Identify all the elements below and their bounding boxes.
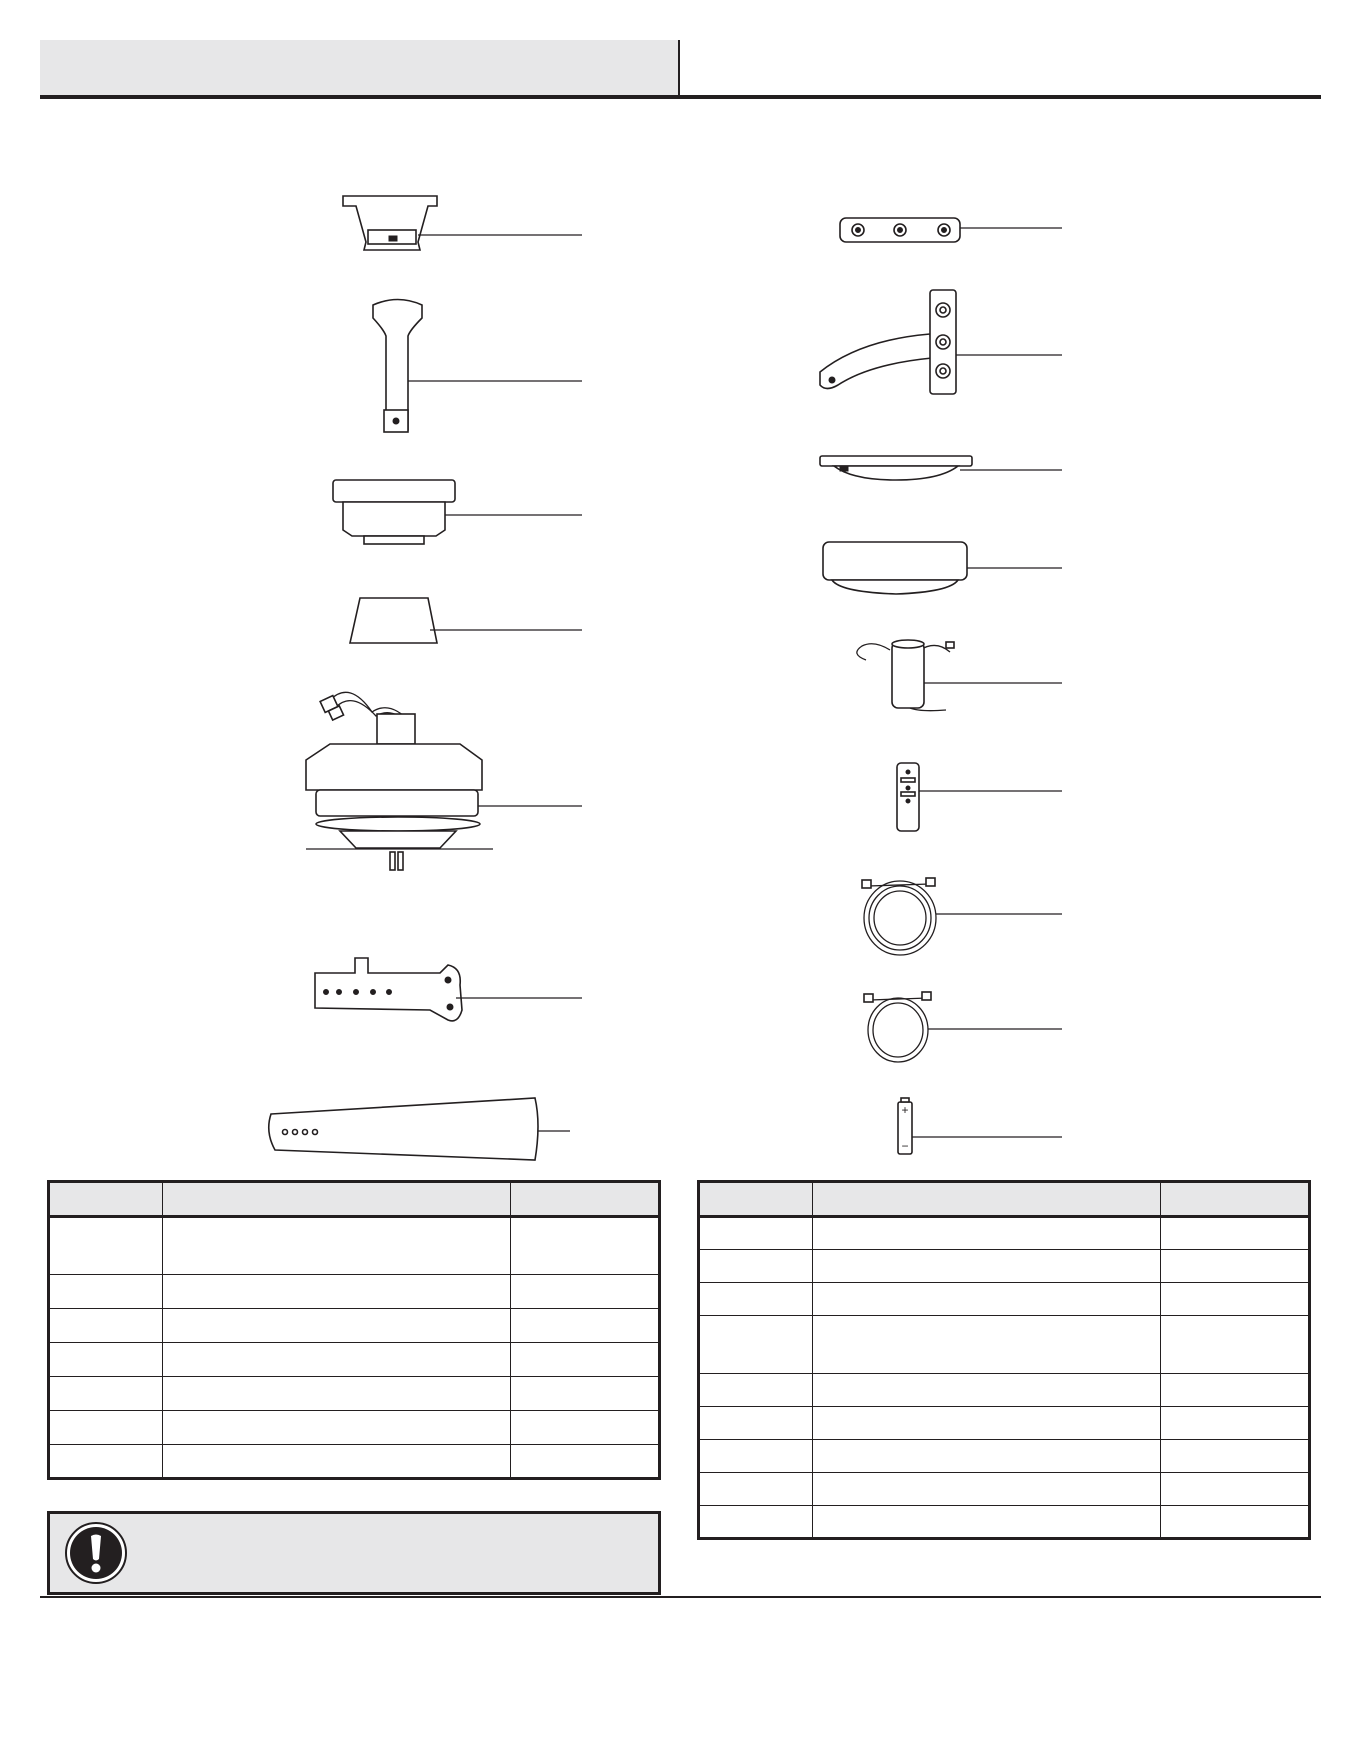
table-cell: [163, 1411, 510, 1445]
table-cell: [49, 1343, 163, 1377]
table-header-row: [49, 1182, 660, 1217]
hanger-bracket-illustration: [840, 218, 1062, 242]
table-cell: [510, 1343, 659, 1377]
table-cell: [813, 1473, 1160, 1506]
switch-housing-plate-illustration: [820, 456, 1062, 480]
right-parts-table: [697, 1180, 1311, 1540]
table-cell: [163, 1275, 510, 1309]
table-cell: [510, 1275, 659, 1309]
table-cell: [1160, 1440, 1309, 1473]
table-cell: [1160, 1250, 1309, 1283]
table-cell: [813, 1440, 1160, 1473]
table-row: [699, 1440, 1310, 1473]
table-cell: [699, 1407, 813, 1440]
table-cell: [699, 1283, 813, 1316]
table-cell: [813, 1217, 1160, 1250]
table-cell: [1160, 1506, 1309, 1539]
table-cell: [49, 1275, 163, 1309]
table-cell: [163, 1309, 510, 1343]
table-row: [699, 1506, 1310, 1539]
table-header-row: [699, 1182, 1310, 1217]
table-cell: [699, 1440, 813, 1473]
battery-plus-label: +: [901, 1103, 909, 1117]
table-row: [49, 1309, 660, 1343]
table-cell: [1160, 1473, 1309, 1506]
table-row: [699, 1473, 1310, 1506]
table-cell: [813, 1316, 1160, 1374]
table-row: [699, 1283, 1310, 1316]
table-cell: [163, 1217, 510, 1275]
table-row: [49, 1411, 660, 1445]
coupling-cover-illustration: [350, 598, 582, 643]
table-cell: [49, 1309, 163, 1343]
table-cell: [49, 1217, 163, 1275]
note-box: [47, 1511, 661, 1595]
downrod-illustration: [373, 300, 582, 433]
table-row: [699, 1217, 1310, 1250]
table-header-cell: [699, 1182, 813, 1217]
light-kit-cover-illustration: [823, 542, 1062, 594]
table-cell: [1160, 1316, 1309, 1374]
table-row: [49, 1445, 660, 1479]
table-cell: [699, 1506, 813, 1539]
table-cell: [510, 1445, 659, 1479]
receiver-illustration: [857, 640, 1062, 711]
table-cell: [1160, 1217, 1309, 1250]
battery-illustration: [898, 1098, 1062, 1154]
mounting-bracket-illustration: [343, 196, 582, 250]
motor-assembly-illustration: [306, 692, 582, 870]
table-cell: [813, 1250, 1160, 1283]
table-cell: [699, 1250, 813, 1283]
table-cell: [699, 1374, 813, 1407]
table-row: [49, 1377, 660, 1411]
table-cell: [699, 1217, 813, 1250]
wire-harness-short-illustration: [864, 992, 1062, 1062]
canopy-illustration: [333, 480, 582, 544]
table-row: [49, 1275, 660, 1309]
blade-arm-illustration: [315, 958, 582, 1021]
table-cell: [510, 1217, 659, 1275]
table-cell: [813, 1506, 1160, 1539]
table-header-cell: [813, 1182, 1160, 1217]
table-cell: [699, 1316, 813, 1374]
table-cell: [1160, 1374, 1309, 1407]
table-row: [699, 1316, 1310, 1374]
table-row: [699, 1407, 1310, 1440]
table-cell: [699, 1473, 813, 1506]
table-cell: [1160, 1283, 1309, 1316]
blade-illustration: [269, 1098, 570, 1160]
table-cell: [163, 1445, 510, 1479]
table-cell: [510, 1377, 659, 1411]
table-cell: [1160, 1407, 1309, 1440]
remote-control-illustration: [897, 763, 1062, 831]
exclamation-icon: [64, 1521, 128, 1585]
table-cell: [49, 1377, 163, 1411]
table-header-cell: [1160, 1182, 1309, 1217]
table-cell: [510, 1309, 659, 1343]
table-header-cell: [510, 1182, 659, 1217]
table-header-cell: [49, 1182, 163, 1217]
table-cell: [813, 1407, 1160, 1440]
blade-arm-bracket-illustration: [820, 290, 1062, 394]
table-header-cell: [163, 1182, 510, 1217]
left-parts-table: [47, 1180, 661, 1480]
table-cell: [510, 1411, 659, 1445]
table-row: [699, 1250, 1310, 1283]
table-row: [699, 1374, 1310, 1407]
table-cell: [163, 1377, 510, 1411]
table-cell: [49, 1445, 163, 1479]
table-row: [49, 1343, 660, 1377]
table-cell: [163, 1343, 510, 1377]
table-cell: [813, 1374, 1160, 1407]
wire-harness-long-illustration: [862, 878, 1062, 955]
battery-minus-label: −: [901, 1139, 909, 1153]
footer-rule: [40, 1596, 1321, 1598]
table-row: [49, 1217, 660, 1275]
table-cell: [49, 1411, 163, 1445]
table-cell: [813, 1283, 1160, 1316]
